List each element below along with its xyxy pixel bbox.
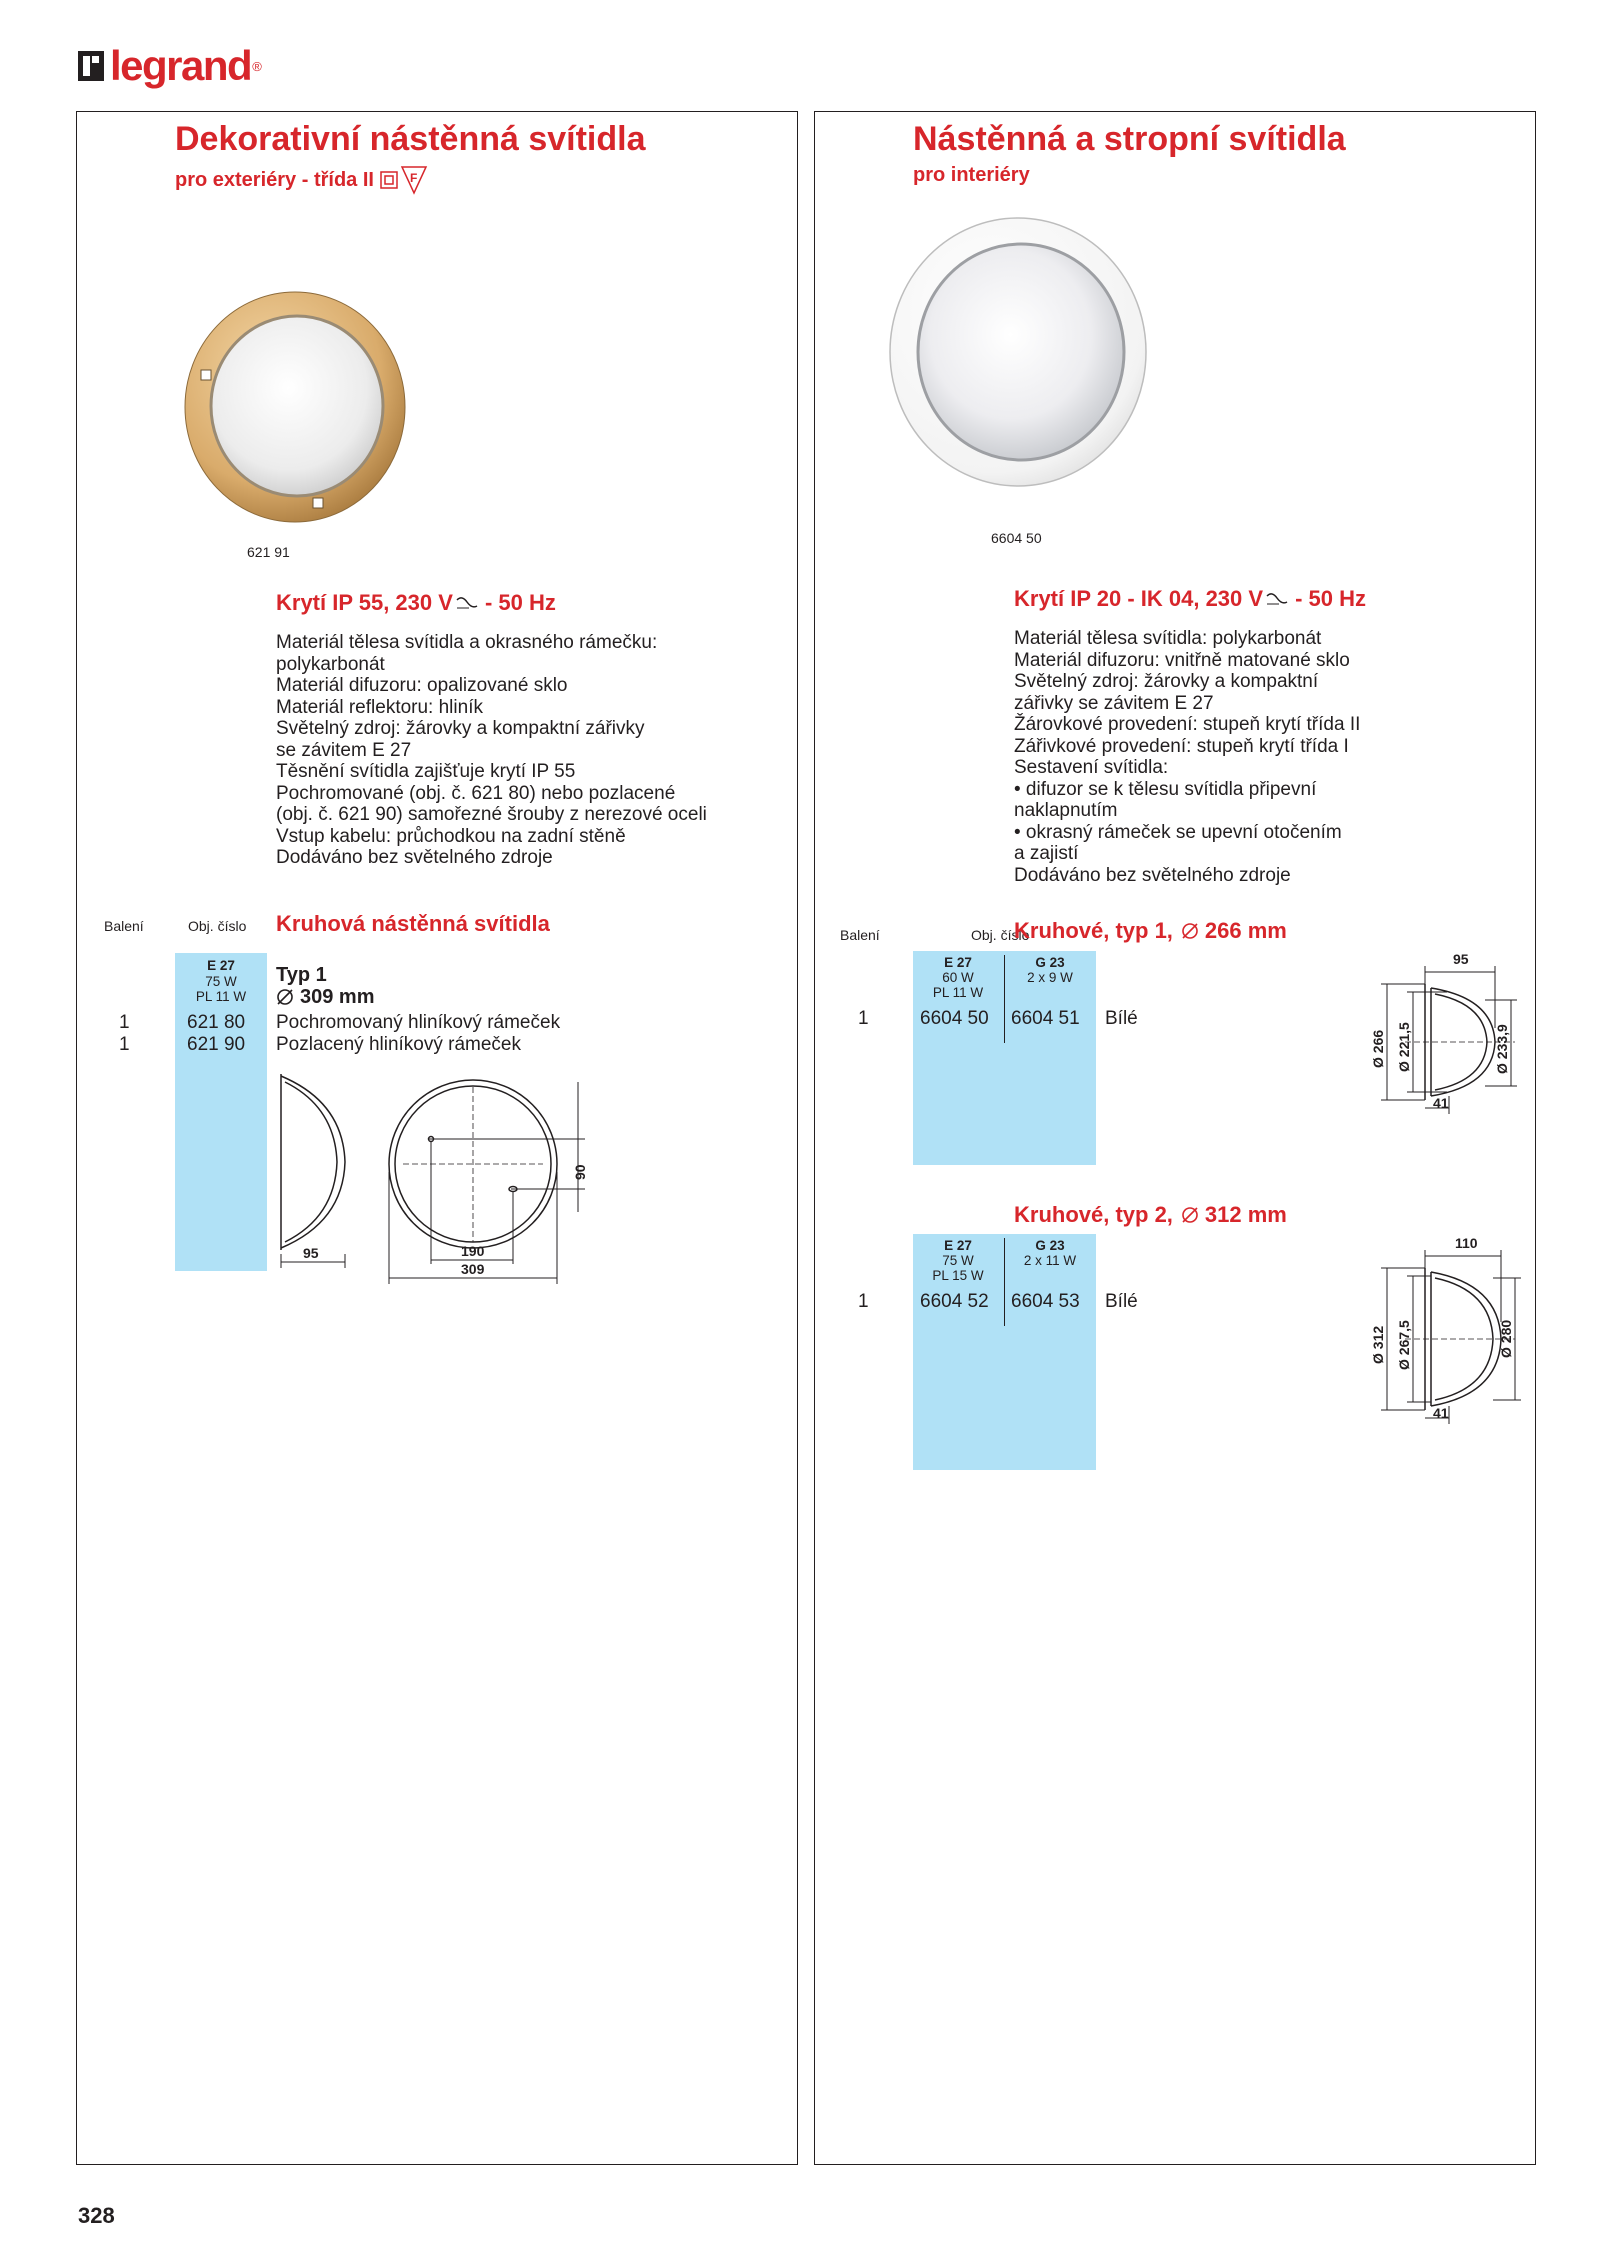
right-photo-caption: 6604 50 (991, 530, 1042, 546)
desc-line: polykarbonát (276, 653, 385, 675)
lamp-header-watt: 75 W (205, 974, 237, 989)
desc-line: • okrasný rámeček se upevní otočením (1014, 821, 1342, 843)
type1-dim-inner: Ø 221,5 (1396, 1022, 1412, 1072)
dim-depth: 95 (303, 1245, 319, 1261)
left-row1-ref: 621 80 (187, 1012, 246, 1033)
left-photo-caption: 621 91 (247, 544, 290, 560)
type1-ref1: 6604 50 (920, 1008, 989, 1029)
type2-pack: 1 (858, 1291, 869, 1312)
right-spec-heading (1014, 588, 1366, 610)
desc-line: a zajistí (1014, 843, 1079, 864)
desc-line: naklapnutím (1014, 800, 1118, 821)
type2-heading-text: Kruhové, typ 2, (1014, 1202, 1173, 1227)
dim-height: 90 (572, 1164, 588, 1180)
type1-col1-h1: 60 W (942, 970, 974, 985)
desc-line: zářivky se závitem E 27 (1014, 692, 1214, 714)
left-title: Dekorativní nástěnná svítidla (175, 120, 646, 158)
left-type-size (276, 987, 375, 1007)
diameter-icon (276, 988, 294, 1006)
page-number: 328 (78, 2203, 115, 2228)
type1-size: 266 mm (1204, 918, 1287, 943)
type1-technical-drawing (1365, 948, 1535, 1118)
dim-outer: 309 (461, 1261, 485, 1277)
desc-line: Světelný zdroj: žárovky a kompaktní (1014, 671, 1319, 692)
f-mark-icon (400, 165, 428, 195)
type2-technical-drawing (1365, 1232, 1535, 1432)
type1-heading-text: Kruhové, typ 1, (1014, 918, 1173, 943)
type2-ref2: 6604 53 (1011, 1291, 1080, 1312)
desc-line: Vstup kabelu: průchodkou na zadní stěně (276, 825, 626, 847)
ac-tilde-icon (455, 596, 479, 610)
type1-dim-outer: Ø 266 (1370, 1029, 1386, 1068)
type2-col1-h1: 75 W (942, 1253, 974, 1268)
desc-line: Zářivkové provedení: stupeň krytí třída I (1014, 735, 1349, 757)
type1-col1-h0: E 27 (944, 955, 972, 970)
ac-tilde-icon (1265, 592, 1289, 606)
left-row2-pack: 1 (119, 1034, 130, 1055)
type1-col2-h1: 2 x 9 W (1027, 970, 1073, 985)
dim-inner: 190 (461, 1243, 485, 1259)
type2-col1-h0: E 27 (944, 1238, 972, 1253)
left-col-pack: Balení (104, 918, 144, 934)
desc-line: Materiál tělesa svítidla a okrasného rámečku: (276, 632, 658, 653)
left-technical-drawing (273, 1062, 633, 1292)
type2-dim-inner: Ø 267,5 (1396, 1320, 1412, 1370)
type1-col2-h0: G 23 (1035, 955, 1065, 970)
desc-line: Pochromované (obj. č. 621 80) nebo pozlacené (276, 782, 676, 804)
brand-name: legrand (110, 42, 252, 89)
type1-pack: 1 (858, 1008, 869, 1029)
type1-dim-base: 41 (1433, 1095, 1449, 1111)
left-row2-ref: 621 90 (187, 1034, 246, 1055)
left-spec-heading-text: Krytí IP 55, 230 V (276, 590, 453, 615)
left-section-heading: Kruhová nástěnná svítidla (276, 911, 550, 936)
desc-line: se závitem E 27 (276, 739, 412, 761)
lamp-header-pl: PL 11 W (195, 989, 247, 1004)
legrand-mark-icon (78, 51, 104, 81)
right-spec-heading-suffix: - 50 Hz (1295, 586, 1366, 611)
desc-line: Sestavení svítidla: (1014, 757, 1169, 778)
type2-col2-h0: G 23 (1035, 1238, 1065, 1253)
left-row2-desc: Pozlacený hliníkový rámeček (276, 1034, 521, 1055)
legrand-logo (78, 40, 262, 92)
left-type-size-text: 309 mm (300, 986, 375, 1008)
diameter-icon (1181, 1206, 1199, 1224)
type1-heading (1014, 920, 1287, 942)
desc-line: Světelný zdroj: žárovky a kompaktní zářivky (276, 718, 645, 739)
type2-col2-h1: 2 x 11 W (1023, 1253, 1077, 1268)
left-subtitle-text: pro exteriéry - třída II (175, 169, 374, 191)
right-col-ref: Obj. číslo (971, 927, 1030, 943)
desc-line: Dodáváno bez světelného zdroje (1014, 864, 1291, 886)
type1-desc: Bílé (1105, 1008, 1138, 1029)
left-row1-pack: 1 (119, 1012, 130, 1033)
desc-line: Materiál reflektoru: hliník (276, 696, 483, 718)
desc-line: Materiál tělesa svítidla: polykarbonát (1014, 628, 1322, 649)
desc-line: (obj. č. 621 90) samořezné šrouby z nerezové oceli (276, 804, 707, 825)
right-description (1014, 628, 1360, 886)
svg-text:F: F (409, 171, 418, 185)
type2-size: 312 mm (1204, 1202, 1287, 1227)
type2-dim-depth: 110 (1455, 1235, 1478, 1251)
left-row1-desc: Pochromovaný hliníkový rámeček (276, 1012, 561, 1033)
right-spec-heading-text: Krytí IP 20 - IK 04, 230 V (1014, 586, 1264, 611)
lamp-photo-621-91 (173, 282, 413, 532)
left-spec-heading (276, 592, 556, 614)
desc-line: Žárovkové provedení: stupeň krytí třída II (1014, 714, 1361, 735)
right-title: Nástěnná a stropní svítidla (913, 120, 1346, 158)
lamp-photo-6604-50 (883, 202, 1151, 492)
desc-line: Materiál difuzoru: opalizované sklo (276, 675, 568, 696)
diameter-icon (1181, 922, 1199, 940)
desc-line: Těsnění svítidla zajišťuje krytí IP 55 (276, 761, 576, 782)
type1-dim-dome: Ø 233,9 (1494, 1024, 1510, 1074)
type2-dim-outer: Ø 312 (1370, 1325, 1386, 1364)
left-panel (76, 111, 798, 2165)
type2-dim-base: 41 (1433, 1405, 1449, 1421)
left-col-ref: Obj. číslo (188, 918, 247, 934)
class-ii-icon (380, 171, 398, 189)
registered-mark: ® (252, 58, 262, 74)
desc-line: • difuzor se k tělesu svítidla připevní (1014, 778, 1317, 800)
type1-ref2: 6604 51 (1011, 1008, 1080, 1029)
type2-dim-dome: Ø 280 (1498, 1319, 1514, 1358)
right-col-pack: Balení (840, 927, 880, 943)
type2-heading (1014, 1204, 1287, 1226)
type2-col1-h2: PL 15 W (932, 1268, 984, 1283)
right-subtitle: pro interiéry (913, 164, 1030, 186)
desc-line: Dodáváno bez světelného zdroje (276, 847, 553, 868)
type1-col1-h2: PL 11 W (932, 985, 984, 1000)
left-subtitle (175, 165, 428, 195)
lamp-header-e27: E 27 (207, 958, 235, 973)
type2-desc: Bílé (1105, 1291, 1138, 1312)
left-spec-heading-suffix: - 50 Hz (484, 590, 556, 615)
desc-line: Materiál difuzoru: vnitřně matované sklo (1014, 649, 1350, 671)
left-type-label: Typ 1 (276, 964, 327, 986)
type2-ref1: 6604 52 (920, 1291, 989, 1312)
left-description (276, 632, 707, 869)
type1-dim-depth: 95 (1453, 951, 1469, 967)
right-panel (814, 111, 1536, 2165)
